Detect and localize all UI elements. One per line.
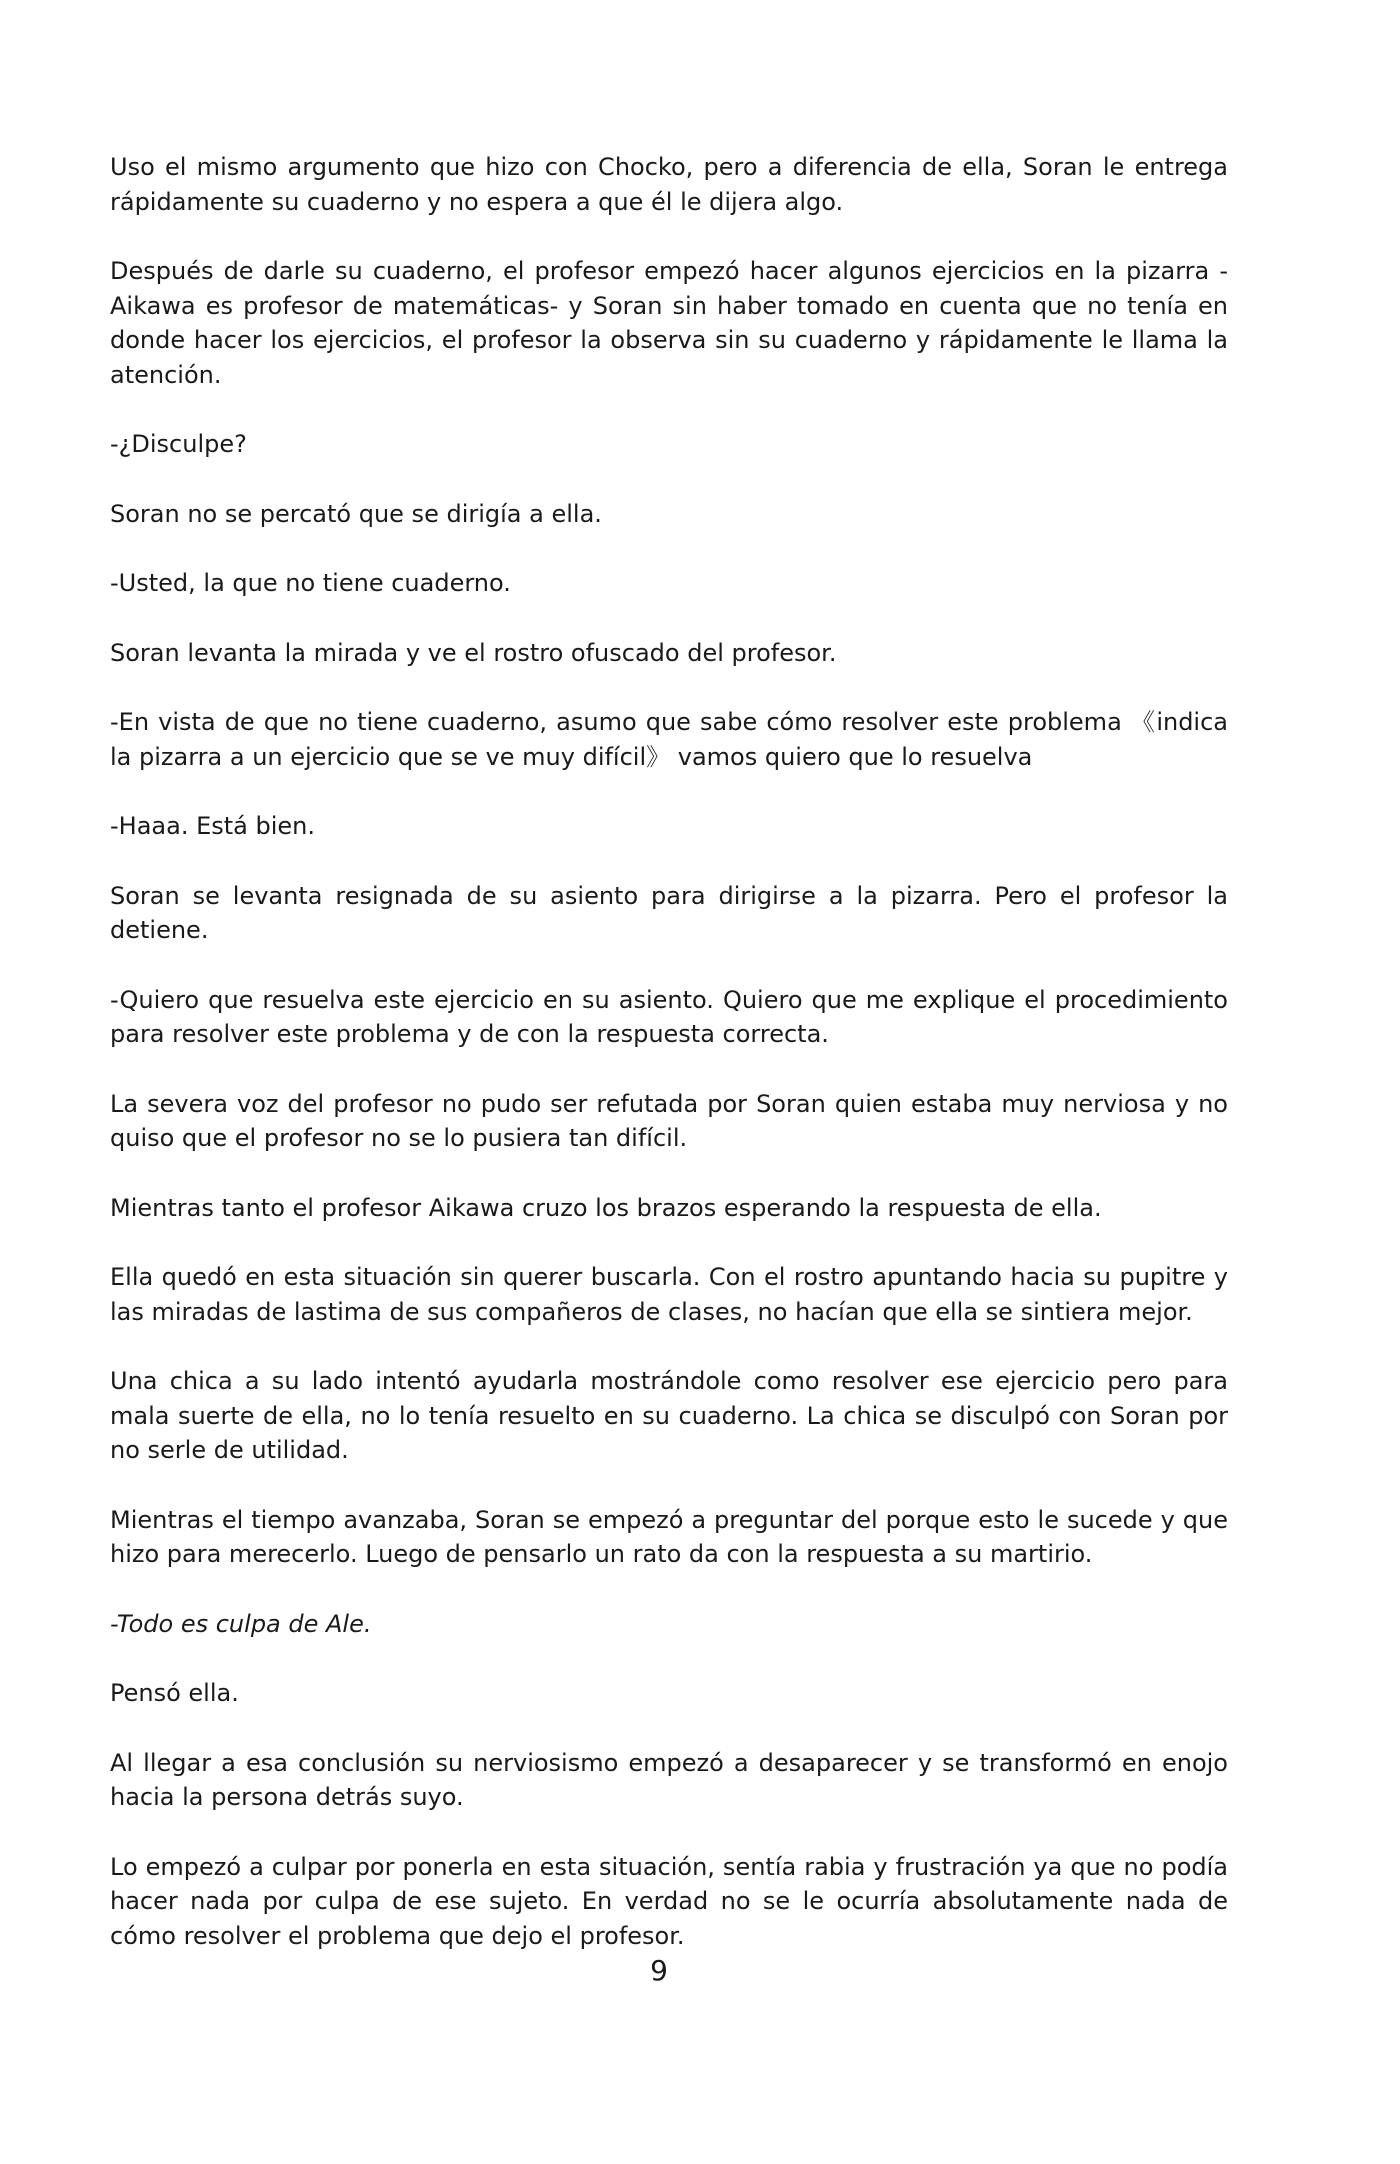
paragraph: Mientras el tiempo avanzaba, Soran se empezó a preguntar del porque esto le sucede y que hizo para merecerlo. Luego de pensarlo un rato da con la respuesta a su martirio. bbox=[110, 1505, 1228, 1568]
paragraph: Mientras tanto el profesor Aikawa cruzo los brazos esperando la respuesta de ella. bbox=[110, 1193, 1102, 1222]
paragraph: -Haaa. Está bien. bbox=[110, 812, 316, 840]
paragraph: Lo empezó a culpar por ponerla en esta situación, sentía rabia y frustración ya que no podía hacer nada por culpa de ese sujeto. En verdad no se le ocurría absolutamente nada de cómo resolver el problema que dejo el profesor. bbox=[110, 1852, 1228, 1950]
paragraph: La severa voz del profesor no pudo ser refutada por Soran quien estaba muy nerviosa y no quiso que el profesor no se lo pusiera tan difícil. bbox=[110, 1089, 1228, 1152]
paragraph: Al llegar a esa conclusión su nerviosismo empezó a desaparecer y se transformó en enojo hacia la persona detrás suyo. bbox=[110, 1748, 1228, 1811]
thought-line: -Todo es culpa de Ale. bbox=[110, 1609, 372, 1638]
paragraph: Soran se levanta resignada de su asiento para dirigirse a la pizarra. Pero el profesor la detiene. bbox=[110, 881, 1228, 944]
body-text bbox=[110, 150, 1228, 1953]
paragraph: -Quiero que resuelva este ejercicio en su asiento. Quiero que me explique el procedimiento para resolver este problema y de con la respuesta correcta. bbox=[110, 985, 1228, 1048]
page-number: 9 bbox=[650, 1954, 668, 1987]
paragraph: Uso el mismo argumento que hizo con Chocko, pero a diferencia de ella, Soran le entrega rápidamente su cuaderno y no espera a que él le dijera algo. bbox=[110, 153, 1228, 216]
paragraph: -¿Disculpe? bbox=[110, 430, 247, 458]
paragraph: Después de darle su cuaderno, el profesor empezó hacer algunos ejercicios en la pizarra -Aikawa es profesor de matemáticas- y Soran sin haber tomado en cuenta que no tenía en donde hacer los ejercicios, el profesor la observa sin su cuaderno y rápidamente le llama la atención. bbox=[110, 257, 1228, 389]
paragraph: Soran levanta la mirada y ve el rostro ofuscado del profesor. bbox=[110, 638, 837, 667]
paragraph: -En vista de que no tiene cuaderno, asumo que sabe cómo resolver este problema 《indica la pizarra a un ejercicio que se ve muy difícil》 vamos quiero que lo resuelva bbox=[110, 708, 1228, 771]
paragraph: Pensó ella. bbox=[110, 1679, 239, 1707]
paragraph: Ella quedó en esta situación sin querer buscarla. Con el rostro apuntando hacia su pupitre y las miradas de lastima de sus compañeros de clases, no hacían que ella se sintiera mejor. bbox=[110, 1263, 1228, 1326]
paragraph: Soran no se percató que se dirigía a ella. bbox=[110, 499, 602, 528]
paragraph: Una chica a su lado intentó ayudarla mostrándole como resolver ese ejercicio pero para mala suerte de ella, no lo tenía resuelto en su cuaderno. La chica se disculpó con Soran por no serle de utilidad. bbox=[110, 1367, 1228, 1464]
paragraph: -Usted, la que no tiene cuaderno. bbox=[110, 569, 511, 597]
